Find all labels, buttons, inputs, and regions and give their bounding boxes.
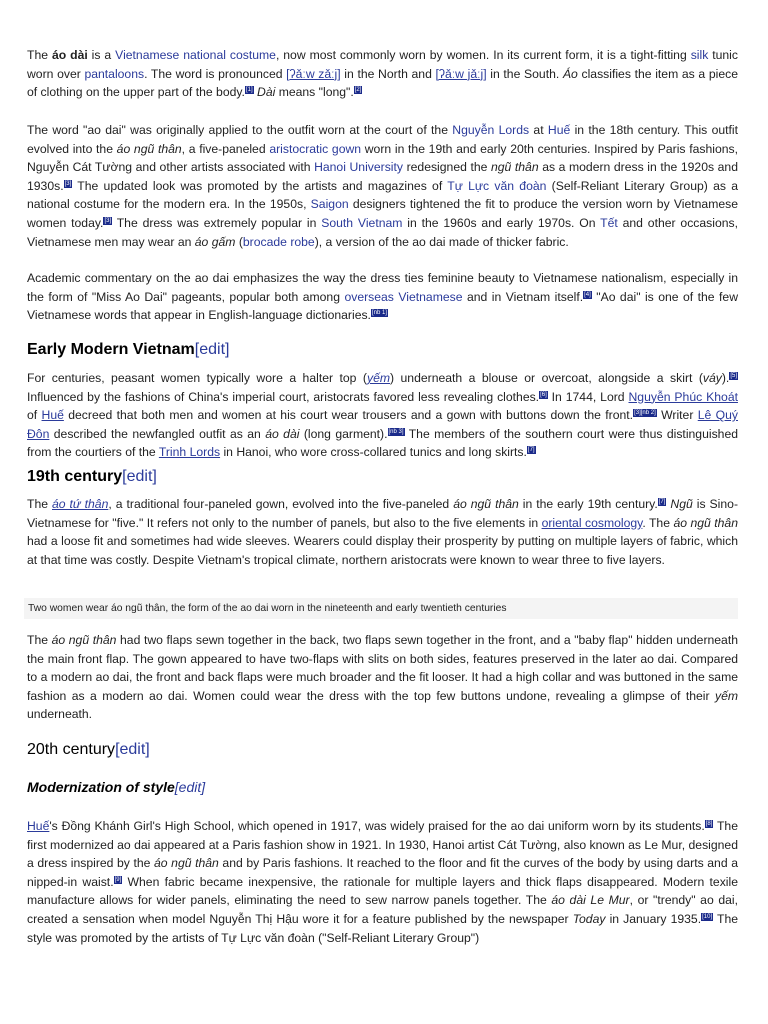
text: In 1744, Lord bbox=[547, 389, 629, 404]
italic-text: Dài bbox=[257, 85, 276, 100]
italic-text: áo dài Le Mur bbox=[551, 893, 630, 908]
text: and other occasions, Vietnamese men may wear an bbox=[27, 215, 738, 249]
link-ipa-south[interactable]: [ʔǎːw jǎːj] bbox=[435, 66, 487, 81]
link-overseas-vietnamese[interactable]: overseas Vietnamese bbox=[344, 289, 463, 304]
section-heading-19th-century bbox=[27, 468, 157, 486]
text: is a bbox=[87, 48, 116, 62]
text: , a five-paneled bbox=[181, 141, 270, 156]
text: at bbox=[529, 123, 548, 137]
link-ao-tu-than[interactable]: áo tứ thân bbox=[52, 497, 109, 511]
italic-text: áo dài bbox=[265, 426, 300, 441]
link-nguyen-phuc-khoat[interactable]: Nguyễn Phúc Khoát bbox=[628, 389, 738, 404]
text: "Ao dai" is one of the few Vietnamese words that appear in English-language dictionaries. bbox=[27, 289, 739, 323]
citation-ref[interactable]: [5] bbox=[730, 373, 737, 379]
text: , now most commonly worn by women. In its current form, it is a tight-fitting bbox=[275, 48, 691, 62]
link-trinh-lords[interactable]: Trinh Lords bbox=[158, 445, 221, 460]
commentary-paragraph bbox=[27, 269, 738, 325]
italic-text: áo ngũ thân bbox=[116, 141, 182, 156]
citation-ref[interactable]: [2] bbox=[354, 87, 362, 94]
link-tet[interactable]: Tết bbox=[600, 215, 618, 230]
text: tunic worn over bbox=[27, 48, 738, 81]
link-yem[interactable]: yếm bbox=[366, 371, 390, 385]
text: in the North and bbox=[340, 66, 436, 81]
heading-title: 19th century bbox=[27, 468, 123, 485]
link-oriental-cosmology[interactable]: oriental cosmology bbox=[541, 515, 643, 530]
text: in Hanoi, who wore cross-collared tunics and long skirts. bbox=[220, 445, 527, 460]
italic-text: Áo bbox=[562, 66, 578, 81]
citation-ref[interactable]: [9] bbox=[114, 876, 122, 883]
link-silk[interactable]: silk bbox=[690, 48, 709, 62]
text: as a modern dress in the 1920s and 1930s. bbox=[27, 160, 738, 193]
text: . The bbox=[642, 515, 674, 530]
italic-text: Today bbox=[572, 911, 606, 926]
text: of bbox=[27, 408, 42, 423]
link-tu-luc-van-doan[interactable]: Tự Lực văn đoàn bbox=[447, 178, 547, 193]
edit-link[interactable]: [edit] bbox=[122, 468, 157, 485]
text: The word "ao dai" was originally applied to the outfit worn at the court of the bbox=[27, 123, 453, 137]
text: in the early 19th century. bbox=[518, 497, 658, 511]
history-paragraph bbox=[27, 121, 738, 251]
section-heading-20th-century bbox=[27, 741, 150, 759]
link-saigon[interactable]: Saigon bbox=[310, 197, 349, 212]
heading-title: Early Modern Vietnam bbox=[27, 341, 195, 358]
text: When fabric became inexpensive, the rationale for multiple layers and thick flaps disappeared. Modern texile manufacture allows for wider panels, eliminating the need to sew narrow panels together. The bbox=[27, 874, 738, 908]
link-hanoi-university[interactable]: Hanoi University bbox=[314, 160, 403, 175]
citation-ref[interactable]: [7] bbox=[658, 499, 666, 505]
text: ). bbox=[721, 371, 730, 385]
link-brocade-robe[interactable]: brocade robe bbox=[242, 234, 315, 249]
text: designers tightened the fit to produce the version worn by Vietnamese women today. bbox=[27, 197, 739, 230]
heading-title: 20th century bbox=[27, 741, 116, 758]
link-nguyen-lords[interactable]: Nguyễn Lords bbox=[452, 123, 530, 137]
italic-text: váy bbox=[702, 371, 722, 385]
subsection-heading-modernization bbox=[27, 779, 205, 795]
text: means "long". bbox=[275, 85, 354, 100]
text: worn in the 19th and early 20th centuries. Inspired by Paris fashions, Nguyễn Cát Tường and other artists associated with bbox=[27, 141, 738, 175]
text: in the South. bbox=[486, 66, 563, 81]
text: in the 18th century. This outfit evolved into the bbox=[27, 123, 739, 156]
italic-text: áo ngũ thân bbox=[453, 497, 519, 511]
citation-ref[interactable]: [1] bbox=[245, 87, 253, 94]
citation-ref[interactable]: [3] bbox=[104, 217, 112, 224]
text: and in Vietnam itself. bbox=[462, 289, 584, 304]
text: ) underneath a blouse or overcoat, alongside a skirt ( bbox=[390, 371, 703, 385]
link-south-vietnam[interactable]: South Vietnam bbox=[321, 215, 403, 230]
text: The updated look was promoted by the artists and magazines of bbox=[72, 178, 448, 193]
text: in the 1960s and early 1970s. On bbox=[402, 215, 601, 230]
citation-ref[interactable]: [3] bbox=[64, 180, 72, 187]
italic-text: áo gấm bbox=[194, 234, 236, 249]
link-national-costume[interactable]: Vietnamese national costume bbox=[115, 48, 276, 62]
italic-text: Ngũ bbox=[670, 497, 693, 511]
edit-link[interactable]: [edit] bbox=[115, 741, 150, 758]
italic-text: áo ngũ thân bbox=[673, 515, 738, 530]
text: had a loose fit and sometimes had wide sleeves. Wearers could display their prosperity by putting on multiple layers of fabric, which at that time was costly. Despite Vietnam's tropical climate, northern aristocrats were known to wear three to five layers. bbox=[27, 534, 738, 567]
term-ao-dai: áo dài bbox=[51, 48, 88, 62]
text: had two flaps sewn together in the back, two flaps sewn together in the front, and a "baby flap" hidden underneath the main front flap. The gown appeared to have two-flaps with slits on both sides, features preserved in the later ao dai. Compared to a modern ao dai, the front and back flaps were much broader and the fit looser. It had a high collar and was buttoned in the same fashion as a modern ao dai. Women could wear the dress with the top few buttons undone, revealing a glimpse of their bbox=[27, 633, 738, 703]
intro-paragraph bbox=[27, 46, 738, 102]
text: described the newfangled outfit as an bbox=[49, 426, 266, 441]
text: The dress was extremely popular in bbox=[112, 215, 322, 230]
section-heading-early-modern bbox=[27, 341, 229, 359]
edit-link[interactable]: [edit] bbox=[174, 779, 206, 795]
link-hue[interactable]: Huế bbox=[41, 408, 64, 423]
text: Academic commentary on the ao dai emphasizes the way the dress ties feminine beauty to Vietnamese nationalism, especially in the form of "Miss Ao Dai" pageants, popular both among bbox=[27, 271, 738, 304]
19th-century-paragraph bbox=[27, 495, 738, 569]
text: (Self-Reliant Literary Group) as a national costume for the modern era. In the 1950s, bbox=[27, 178, 738, 212]
text: For centuries, peasant women typically wore a halter top ( bbox=[27, 371, 367, 385]
italic-text: áo ngũ thân bbox=[154, 856, 219, 871]
citation-ref[interactable]: [6] bbox=[540, 391, 547, 398]
link-aristocratic-gown[interactable]: aristocratic gown bbox=[269, 141, 362, 156]
text: The style was promoted by the artists of Tự Lực văn đoàn ("Self-Reliant Literary Group") bbox=[27, 911, 739, 945]
text: classifies the item as a piece of clothing on the upper part of the body. bbox=[27, 66, 738, 100]
ao-ngu-than-paragraph bbox=[27, 631, 738, 724]
text: redesigned the bbox=[403, 160, 491, 175]
citation-ref[interactable]: [7] bbox=[527, 447, 535, 454]
text: The members of the southern court were thus distinguished from the courtiers of the bbox=[27, 426, 738, 460]
italic-text: áo ngũ thân bbox=[51, 633, 117, 647]
text: ), a version of the ao dai made of thicker fabric. bbox=[314, 234, 569, 249]
early-modern-paragraph bbox=[27, 369, 738, 462]
text: . The word is pronounced bbox=[144, 66, 287, 81]
link-hue[interactable]: Huế bbox=[27, 819, 50, 833]
link-hue[interactable]: Huế bbox=[547, 123, 571, 137]
link-ipa-north[interactable]: [ʔǎːw zǎːj] bbox=[286, 66, 341, 81]
text: ( bbox=[235, 234, 243, 249]
image-caption: Two women wear áo ngũ thân, the form of the ao dai worn in the nineteenth and early twentieth centuries bbox=[24, 598, 738, 619]
text: is Sino-Vietnamese for "five." It refers not only to the number of panels, but also to the five elements in bbox=[27, 497, 739, 530]
citation-ref[interactable]: [4] bbox=[584, 291, 591, 298]
italic-text: yếm bbox=[714, 688, 738, 703]
modernization-paragraph bbox=[27, 817, 738, 947]
text: The bbox=[27, 48, 52, 62]
text: 's Đồng Khánh Girl's High School, which opened in 1917, was widely praised for the ao dai uniform worn by its students. bbox=[49, 819, 705, 833]
text: underneath. bbox=[27, 707, 93, 722]
link-pantaloons[interactable]: pantaloons bbox=[84, 66, 145, 81]
text: Influenced by the fashions of China's imperial court, aristocrats favored less revealing clothes. bbox=[27, 389, 540, 404]
note-ref[interactable]: [nb 3] bbox=[388, 428, 404, 435]
edit-link[interactable]: [edit] bbox=[194, 341, 230, 358]
text: The bbox=[27, 497, 52, 511]
text: , or "trendy" ao dai, created a sensation when model Nguyễn Thị Hậu wore it for a feature published by the newspaper bbox=[27, 893, 739, 926]
note-ref[interactable]: [nb 1] bbox=[371, 310, 387, 317]
text: The first modernized ao dai appeared at a Paris fashion show in 1921. In 1930, Hanoi artist Cát Tường, also known as Le Mur, designed a dress inspired by the bbox=[27, 819, 738, 871]
text: decreed that both men and women at his court wear trousers and a gown with buttons down the front. bbox=[63, 408, 634, 423]
text: , a traditional four-paneled gown, evolved into the five-paneled bbox=[108, 497, 454, 511]
italic-text: ngũ thân bbox=[490, 160, 539, 175]
citation-ref[interactable]: [8] bbox=[705, 821, 713, 827]
text: The bbox=[27, 633, 52, 647]
text: in January 1935. bbox=[605, 911, 702, 926]
citation-ref[interactable]: [3][nb 2] bbox=[634, 410, 656, 417]
link-le-quy-don[interactable]: Lê Quý Đôn bbox=[27, 408, 738, 441]
text: and by Paris fashions. It reached to the floor and fit the curves of the body by using darts and a nipped-in waist. bbox=[27, 856, 738, 889]
heading-title: Modernization of style bbox=[27, 779, 175, 795]
citation-ref[interactable]: [10] bbox=[702, 913, 713, 920]
text: Writer bbox=[656, 408, 698, 423]
text: (long garment). bbox=[299, 426, 388, 441]
